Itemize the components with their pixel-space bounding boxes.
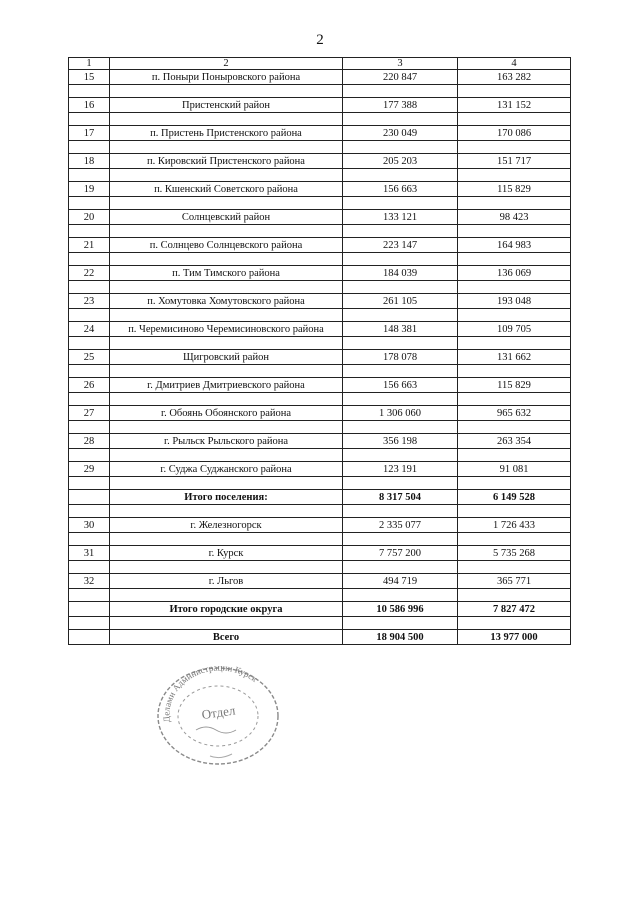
spacer-cell (458, 589, 571, 602)
spacer-cell (110, 197, 343, 210)
spacer-cell (110, 309, 343, 322)
spacer-cell (458, 561, 571, 574)
row-col4-cell: 7 827 472 (458, 602, 571, 617)
row-number-cell (69, 490, 110, 505)
spacer-cell (69, 449, 110, 462)
stamp-outer-text: Делами Администрации Курск (161, 662, 260, 723)
spacer-cell (458, 309, 571, 322)
row-name-cell: г. Льгов (110, 574, 343, 589)
row-col3-cell: 230 049 (343, 126, 458, 141)
total-row (69, 602, 571, 617)
spacer-cell (110, 85, 343, 98)
row-number-cell: 23 (69, 294, 110, 309)
row-number-cell: 25 (69, 350, 110, 365)
spacer-cell (343, 393, 458, 406)
spacer-cell (458, 141, 571, 154)
spacer-cell (69, 253, 110, 266)
row-col3-cell: 148 381 (343, 322, 458, 337)
spacer-cell (69, 505, 110, 518)
header-cell-4: 4 (458, 58, 571, 70)
row-name-cell: Солнцевский район (110, 210, 343, 225)
spacer-cell (458, 533, 571, 546)
spacer-cell (69, 169, 110, 182)
official-stamp (148, 660, 288, 770)
spacer-cell (458, 85, 571, 98)
row-col3-cell: 156 663 (343, 182, 458, 197)
spacer-cell (458, 253, 571, 266)
spacer-cell (343, 449, 458, 462)
spacer-cell (458, 421, 571, 434)
stamp-inner-text: Отдел (200, 702, 237, 723)
spacer-cell (110, 141, 343, 154)
spacer-row (69, 589, 571, 602)
table-row (69, 294, 571, 309)
row-col3-cell: 123 191 (343, 462, 458, 477)
row-name-cell: г. Железногорск (110, 518, 343, 533)
row-number-cell: 17 (69, 126, 110, 141)
table-row (69, 238, 571, 253)
row-col4-cell: 131 152 (458, 98, 571, 113)
row-name-cell: п. Черемисиново Черемисиновского района (110, 322, 343, 337)
row-col3-cell: 178 078 (343, 350, 458, 365)
spacer-cell (69, 85, 110, 98)
spacer-row (69, 253, 571, 266)
row-name-cell: п. Тим Тимского района (110, 266, 343, 281)
row-name-cell: г. Рыльск Рыльского района (110, 434, 343, 449)
total-row (69, 630, 571, 645)
row-number-cell: 22 (69, 266, 110, 281)
spacer-cell (343, 197, 458, 210)
spacer-cell (458, 281, 571, 294)
table-row (69, 406, 571, 421)
spacer-row (69, 337, 571, 350)
row-number-cell: 21 (69, 238, 110, 253)
spacer-row (69, 505, 571, 518)
spacer-row (69, 449, 571, 462)
table-row (69, 154, 571, 169)
spacer-cell (343, 617, 458, 630)
row-name-cell: Пристенский район (110, 98, 343, 113)
row-col4-cell: 109 705 (458, 322, 571, 337)
table-row (69, 322, 571, 337)
spacer-row (69, 617, 571, 630)
spacer-row (69, 169, 571, 182)
row-name-cell: Щигровский район (110, 350, 343, 365)
row-col3-cell: 133 121 (343, 210, 458, 225)
spacer-cell (343, 225, 458, 238)
header-cell-1: 1 (69, 58, 110, 70)
row-col3-cell: 7 757 200 (343, 546, 458, 561)
spacer-cell (343, 337, 458, 350)
spacer-row (69, 141, 571, 154)
row-number-cell: 15 (69, 70, 110, 85)
table-row (69, 98, 571, 113)
spacer-cell (458, 113, 571, 126)
spacer-cell (458, 449, 571, 462)
header-cell-2: 2 (110, 58, 343, 70)
row-name-cell: г. Обоянь Обоянского района (110, 406, 343, 421)
spacer-cell (110, 421, 343, 434)
spacer-cell (110, 225, 343, 238)
row-col3-cell: 8 317 504 (343, 490, 458, 505)
row-col4-cell: 136 069 (458, 266, 571, 281)
spacer-cell (458, 393, 571, 406)
spacer-cell (110, 617, 343, 630)
table-row (69, 462, 571, 477)
spacer-row (69, 197, 571, 210)
spacer-row (69, 281, 571, 294)
row-col4-cell: 151 717 (458, 154, 571, 169)
spacer-row (69, 85, 571, 98)
table-row (69, 574, 571, 589)
spacer-cell (110, 281, 343, 294)
row-col3-cell: 205 203 (343, 154, 458, 169)
row-name-cell: п. Кшенский Советского района (110, 182, 343, 197)
spacer-cell (69, 421, 110, 434)
row-name-cell: Всего (110, 630, 343, 645)
spacer-row (69, 393, 571, 406)
spacer-cell (110, 113, 343, 126)
row-col3-cell: 494 719 (343, 574, 458, 589)
spacer-row (69, 477, 571, 490)
row-name-cell: п. Солнцево Солнцевского района (110, 238, 343, 253)
table-row (69, 182, 571, 197)
spacer-cell (110, 169, 343, 182)
row-col4-cell: 115 829 (458, 378, 571, 393)
row-col3-cell: 220 847 (343, 70, 458, 85)
spacer-cell (458, 617, 571, 630)
row-name-cell: п. Поныри Поныровского района (110, 70, 343, 85)
header-cell-3: 3 (343, 58, 458, 70)
row-number-cell (69, 630, 110, 645)
spacer-cell (343, 113, 458, 126)
row-col4-cell: 6 149 528 (458, 490, 571, 505)
row-col4-cell: 1 726 433 (458, 518, 571, 533)
row-number-cell: 26 (69, 378, 110, 393)
row-col4-cell: 163 282 (458, 70, 571, 85)
spacer-cell (110, 393, 343, 406)
row-col4-cell: 965 632 (458, 406, 571, 421)
row-col3-cell: 184 039 (343, 266, 458, 281)
row-number-cell: 19 (69, 182, 110, 197)
row-col3-cell: 18 904 500 (343, 630, 458, 645)
row-number-cell: 16 (69, 98, 110, 113)
spacer-cell (343, 85, 458, 98)
row-name-cell: г. Суджа Суджанского района (110, 462, 343, 477)
row-number-cell: 27 (69, 406, 110, 421)
spacer-cell (458, 337, 571, 350)
row-name-cell: п. Хомутовка Хомутовского района (110, 294, 343, 309)
row-col3-cell: 177 388 (343, 98, 458, 113)
spacer-cell (343, 477, 458, 490)
row-number-cell: 30 (69, 518, 110, 533)
row-number-cell (69, 602, 110, 617)
row-number-cell: 32 (69, 574, 110, 589)
spacer-cell (343, 281, 458, 294)
row-col3-cell: 1 306 060 (343, 406, 458, 421)
row-col4-cell: 115 829 (458, 182, 571, 197)
spacer-cell (110, 253, 343, 266)
row-name-cell: п. Кировский Пристенского района (110, 154, 343, 169)
spacer-cell (69, 197, 110, 210)
spacer-row (69, 225, 571, 238)
spacer-cell (69, 589, 110, 602)
spacer-cell (458, 365, 571, 378)
row-col4-cell: 5 735 268 (458, 546, 571, 561)
spacer-cell (69, 533, 110, 546)
spacer-row (69, 365, 571, 378)
spacer-cell (69, 477, 110, 490)
spacer-cell (343, 309, 458, 322)
table-row (69, 350, 571, 365)
spacer-cell (110, 561, 343, 574)
row-name-cell: п. Пристень Пристенского района (110, 126, 343, 141)
row-name-cell: Итого поселения: (110, 490, 343, 505)
spacer-row (69, 309, 571, 322)
table-row (69, 266, 571, 281)
spacer-cell (110, 589, 343, 602)
table-row (69, 70, 571, 85)
spacer-cell (343, 533, 458, 546)
row-number-cell: 20 (69, 210, 110, 225)
spacer-row (69, 533, 571, 546)
row-col4-cell: 263 354 (458, 434, 571, 449)
spacer-cell (458, 477, 571, 490)
spacer-cell (69, 561, 110, 574)
spacer-cell (69, 225, 110, 238)
spacer-cell (343, 589, 458, 602)
spacer-cell (69, 141, 110, 154)
row-number-cell: 29 (69, 462, 110, 477)
row-number-cell: 31 (69, 546, 110, 561)
row-col4-cell: 98 423 (458, 210, 571, 225)
spacer-cell (110, 505, 343, 518)
spacer-cell (110, 477, 343, 490)
spacer-cell (69, 393, 110, 406)
row-col3-cell: 2 335 077 (343, 518, 458, 533)
row-name-cell: г. Курск (110, 546, 343, 561)
spacer-cell (343, 253, 458, 266)
spacer-cell (69, 617, 110, 630)
row-col4-cell: 365 771 (458, 574, 571, 589)
table-row (69, 518, 571, 533)
row-col3-cell: 261 105 (343, 294, 458, 309)
spacer-cell (110, 365, 343, 378)
spacer-cell (458, 197, 571, 210)
row-col4-cell: 193 048 (458, 294, 571, 309)
spacer-cell (69, 337, 110, 350)
row-col3-cell: 10 586 996 (343, 602, 458, 617)
spacer-cell (343, 169, 458, 182)
table-row (69, 434, 571, 449)
row-col3-cell: 223 147 (343, 238, 458, 253)
spacer-cell (458, 169, 571, 182)
row-col4-cell: 164 983 (458, 238, 571, 253)
table-row (69, 210, 571, 225)
table-row (69, 126, 571, 141)
table-header-row (69, 58, 571, 70)
spacer-row (69, 561, 571, 574)
spacer-cell (69, 281, 110, 294)
spacer-cell (343, 561, 458, 574)
row-col3-cell: 156 663 (343, 378, 458, 393)
row-name-cell: г. Дмитриев Дмитриевского района (110, 378, 343, 393)
spacer-row (69, 421, 571, 434)
row-col4-cell: 131 662 (458, 350, 571, 365)
total-row (69, 490, 571, 505)
row-number-cell: 24 (69, 322, 110, 337)
spacer-cell (110, 533, 343, 546)
spacer-cell (343, 365, 458, 378)
spacer-cell (343, 421, 458, 434)
row-col3-cell: 356 198 (343, 434, 458, 449)
row-number-cell: 18 (69, 154, 110, 169)
table-row (69, 378, 571, 393)
allocation-table (68, 57, 571, 645)
row-name-cell: Итого городские округа (110, 602, 343, 617)
spacer-cell (110, 337, 343, 350)
spacer-cell (69, 365, 110, 378)
page-number: 2 (316, 32, 324, 48)
row-col4-cell: 170 086 (458, 126, 571, 141)
table-body (69, 58, 571, 645)
spacer-cell (343, 141, 458, 154)
spacer-cell (458, 505, 571, 518)
row-number-cell: 28 (69, 434, 110, 449)
table-row (69, 546, 571, 561)
row-col4-cell: 91 081 (458, 462, 571, 477)
spacer-cell (458, 225, 571, 238)
spacer-cell (110, 449, 343, 462)
spacer-cell (69, 113, 110, 126)
row-col4-cell: 13 977 000 (458, 630, 571, 645)
spacer-cell (343, 505, 458, 518)
spacer-cell (69, 309, 110, 322)
spacer-row (69, 113, 571, 126)
